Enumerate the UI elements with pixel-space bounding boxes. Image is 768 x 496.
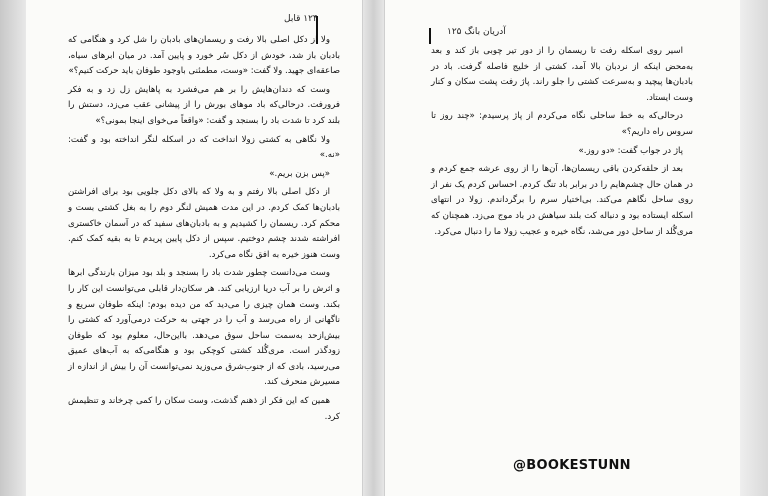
left-page (26, 0, 363, 496)
right-page-header: آدریان بانگ ۱۲۵ (447, 27, 506, 37)
paragraph: همین که این فکر از ذهنم گذشت، وست سکان را کمی چرخاند و تنظیمش کرد. (68, 396, 340, 422)
paragraph: بعد از حلقه‌کردن باقی ریسمان‌ها، آن‌ها را از روی عرشه جمع کردم و در همان حال چشم‌هایم را در برابر باد تنگ کردم. احساس کردم یک نفر از روی ساحل نگاهم می‌کند. بی‌اختیار سرم را برگرداندم. زولا در انتهای اسکله ایستاده بود و دنباله کت بلند سیاهش در باد موج می‌زد. همچنان که مری‌گُلد از ساحل دور می‌شد، نگاه خیره و عجیب زولا ما را دنبال می‌کرد. (431, 164, 693, 237)
left-page-text (68, 33, 340, 428)
paragraph: ولا از دکل اصلی بالا رفت و ریسمان‌های بادبان را شل کرد و هنگامی که بادبان باز شد، خودش از دکل سُر خورد و پایین آمد. در میان ابرهای سیاه، صاعقه‌ای جهید. ولا گفت: «وست، مطمئنی باوجود طوفان باید حرکت کنیم؟» (68, 35, 340, 77)
paragraph: درحالی‌که به خط ساحلی نگاه می‌کردم از پاژ پرسیدم: «چند روز تا سروس راه داریم؟» (431, 111, 693, 137)
left-page-header: ۱۲۴ قابل (284, 14, 318, 24)
book-gutter (363, 0, 384, 496)
header-mark (429, 28, 431, 44)
right-page (384, 0, 740, 496)
paragraph: اسیر روی اسکله رفت تا ریسمان را از دور تیر چوبی باز کند و بعد به‌محض اینکه از نردبان بالا آمد، کشتی از خلیج فاصله گرفت. باد در بادبان‌ها پیچید و به‌سرعت کشتی را جلو راند. پاژ رفت پشت سکان و کنار وست ایستاد. (431, 46, 693, 103)
paragraph: پاژ در جواب گفت: «دو روز.» (578, 145, 683, 156)
left-book-edge (0, 0, 26, 496)
right-page-text (431, 44, 693, 243)
right-book-edge (740, 0, 768, 496)
paragraph: ولا نگاهی به کشتی زولا انداخت که در اسکله لنگر انداخته بود و گفت: «نه.» (68, 134, 340, 161)
paragraph: از دکل اصلی بالا رفتم و به ولا که بالای دکل جلویی بود برای افراشتن بادبان‌ها کمک کردم. در این مدت همیش لنگر دوم را به بغل کشتی بست و محکم کرد. ریسمان را کشیدیم و به بادبان‌های سفید که در آسمان خاکستری افراشته شدند چشم دوختیم. سپس از دکل پایین پریدم تا به بقیه کمک کنم. وست هنوز خیره به افق نگاه می‌کرد. (68, 187, 340, 260)
paragraph: وست می‌دانست چطور شدت باد را بسنجد و بلد بود میزان بارندگی ابرها و اثرش را بر آب دریا ارزیابی کند. هر سکان‌دار قابلی می‌توانست این کار را بکند. وست همان چیزی را می‌دید که من دیده بودم: اینکه طوفان سریع و ناگهانی از راه می‌رسد و آب را در جهتی به حرکت درمی‌آورد که کشتی را بیش‌ازحد به‌سمت ساحل سوق می‌دهد. بااین‌حال، معلوم بود که طوفان زودگذر است. مری‌گُلد کشتی کوچکی بود و هنگامی‌که به آب‌های عمیق می‌رسید، بادی که از جنوب‌شرق می‌وزید نمی‌توانست آن را بیش از اندازه از مسیرش منحرف کند. (68, 268, 340, 388)
paragraph: «پس بزن بریم.» (269, 168, 330, 179)
paragraph: وست که دندان‌هایش را بر هم می‌فشرد به پاهایش زل زد و به فکر فرورفت. درحالی‌که باد موهای بورش را از پیشانی عقب می‌زد، دستش را بلند کرد تا شدت باد را بسنجد و گفت: «واقعاً می‌خوای اینجا بمونی؟» (68, 84, 340, 126)
channel-watermark: @BOOKESTUNN (513, 458, 631, 473)
